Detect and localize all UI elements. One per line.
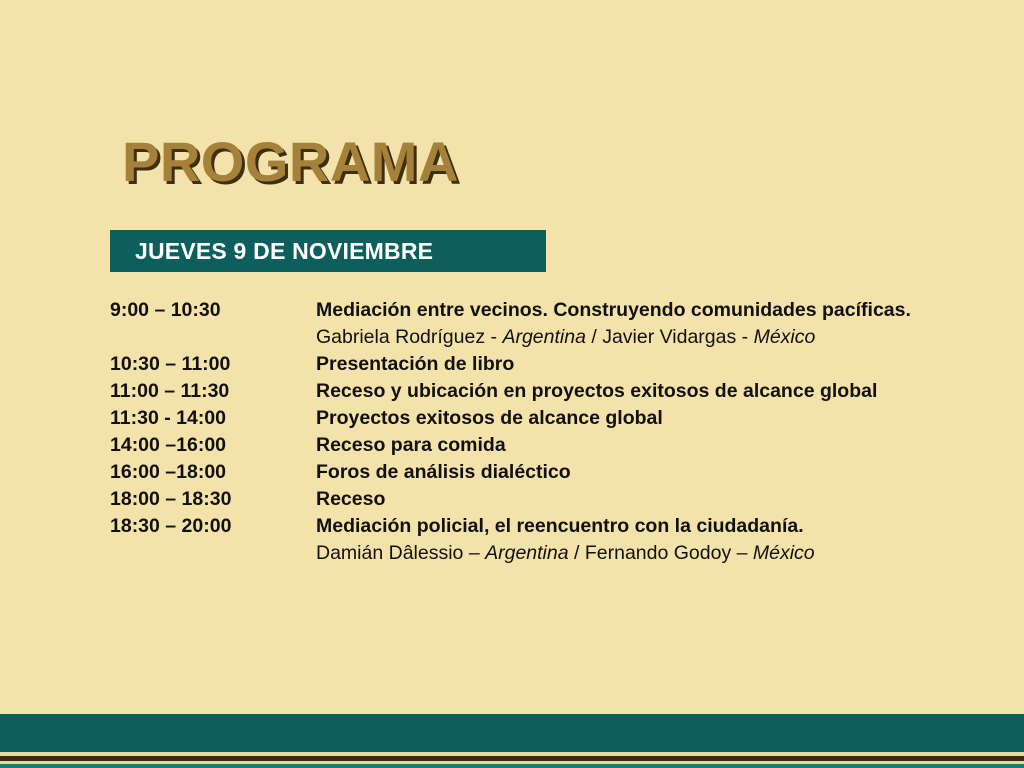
separator: - — [736, 326, 754, 348]
schedule-description — [316, 351, 990, 378]
session-title: Presentación de libro — [316, 353, 515, 375]
schedule-time: 14:00 –16:00 — [110, 434, 227, 456]
schedule-row — [110, 459, 990, 486]
schedule-time: 11:30 - 14:00 — [110, 407, 227, 429]
session-title: Mediación policial, el reencuentro con la ciudadanía. — [316, 515, 804, 537]
session-title: Proyectos exitosos de alcance global — [316, 407, 663, 429]
schedule-description — [316, 459, 990, 486]
speaker-country: Argentina — [502, 326, 586, 348]
date-banner — [110, 230, 546, 272]
schedule-row — [110, 378, 990, 405]
schedule-time: 10:30 – 11:00 — [110, 353, 231, 375]
session-title: Foros de análisis dialéctico — [316, 461, 571, 483]
speaker-name: Gabriela Rodríguez — [316, 326, 486, 348]
session-title: Receso — [316, 488, 386, 510]
schedule-row — [110, 432, 990, 459]
speaker-country: México — [752, 542, 815, 564]
schedule-row — [110, 297, 990, 351]
session-title: Mediación entre vecinos. Construyendo comunidades pacíficas. — [316, 299, 911, 321]
separator: - — [485, 326, 503, 348]
separator: – — [731, 542, 753, 564]
separator: / — [585, 326, 603, 348]
schedule-description — [316, 432, 990, 459]
speaker-name: Javier Vidargas — [602, 326, 737, 348]
speaker-country: México — [753, 326, 816, 348]
separator: / — [568, 542, 585, 564]
schedule-time: 9:00 – 10:30 — [110, 299, 221, 321]
schedule-time: 18:00 – 18:30 — [110, 488, 232, 510]
speaker-country: Argentina — [485, 542, 569, 564]
schedule-time: 11:00 – 11:30 — [110, 380, 230, 402]
separator: – — [463, 542, 486, 564]
speaker-name: Damián Dâlessio — [316, 542, 464, 564]
session-title: Receso y ubicación en proyectos exitosos de alcance global — [316, 380, 878, 402]
date-banner-label: JUEVES 9 DE NOVIEMBRE — [135, 237, 434, 264]
schedule-time: 16:00 –18:00 — [110, 461, 227, 483]
schedule-row — [110, 405, 990, 432]
schedule-description — [316, 378, 990, 405]
schedule — [110, 297, 990, 567]
schedule-row — [110, 486, 990, 513]
footer-stripe — [0, 764, 1024, 768]
schedule-row — [110, 513, 990, 567]
schedule-description — [316, 486, 990, 513]
page-title: PROGRAMA — [122, 130, 459, 193]
speaker-name: Fernando Godoy — [584, 542, 732, 564]
schedule-description — [316, 405, 990, 432]
schedule-description — [316, 513, 990, 567]
schedule-row — [110, 351, 990, 378]
schedule-time: 18:30 – 20:00 — [110, 515, 232, 537]
schedule-description — [316, 297, 990, 351]
session-title: Receso para comida — [316, 434, 506, 456]
footer-band — [0, 714, 1024, 752]
